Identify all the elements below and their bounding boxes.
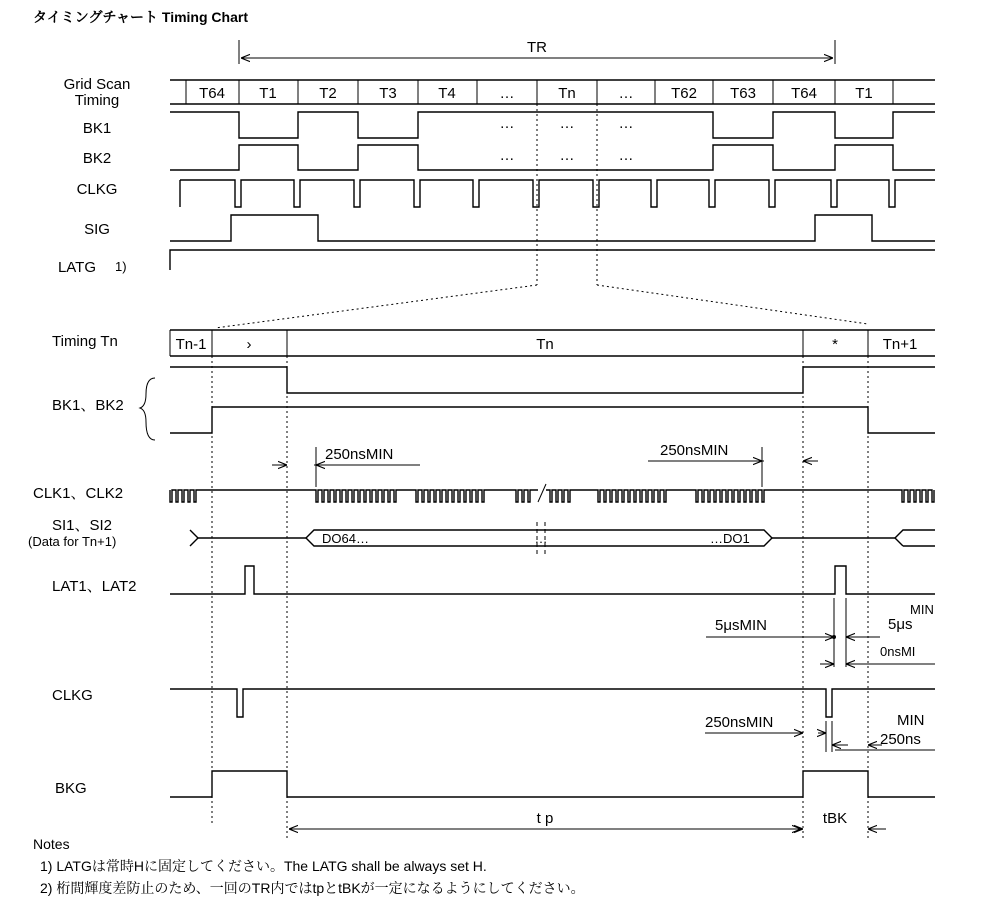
cell-t1-a: T1 [259, 85, 277, 102]
label-latg: LATG [57, 259, 97, 276]
ann-250ns-left: 250nsMIN [325, 446, 394, 463]
label-si1-si2: SI1、SI2 [52, 517, 113, 534]
note-2: 2) 桁間輝度差防止のため、一回のTR内ではtpとtBKが一定になるようにしてください。 [40, 880, 585, 896]
bk1-ellipsis-2: … [559, 115, 575, 132]
cell-tn: Tn [558, 85, 576, 102]
cell-tn-main: Tn [536, 336, 554, 353]
waveform-latg [170, 250, 935, 270]
grid-scan-cells [170, 80, 935, 104]
ann-min-2: MIN [897, 712, 925, 729]
zoom-line-left [215, 285, 537, 328]
ann-0ns: 0nsMI [880, 644, 916, 659]
cell-t62: T62 [671, 85, 697, 102]
waveform-sig [170, 215, 935, 241]
label-grid-scan: Grid Scan [63, 76, 131, 93]
ann-5us-right: 5μs [888, 616, 913, 633]
label-bk2: BK2 [82, 150, 112, 167]
waveform-bk2-detail [170, 407, 935, 433]
waveform-lat-detail [170, 566, 935, 594]
waveform-bk2 [170, 145, 935, 170]
label-lat1-lat2: LAT1、LAT2 [52, 578, 137, 595]
label-clkg-detail: CLKG [52, 687, 93, 704]
data-do64: DO64… [322, 531, 369, 546]
note-1: 1) LATGは常時Hに固定してください。The LATG shall be always set H. [40, 858, 487, 874]
label-timing-tn: Timing Tn [52, 333, 118, 350]
bk2-ellipsis-1: … [499, 147, 515, 164]
a5us-dot [832, 635, 836, 639]
notes-heading: Notes [33, 836, 70, 852]
cell-ellipsis-a: … [499, 85, 515, 102]
label-clk1-clk2: CLK1、CLK2 [33, 485, 124, 502]
bk2-ellipsis-3: … [618, 147, 634, 164]
ann-min-top: MIN [910, 602, 934, 617]
cell-t64-a: T64 [199, 85, 225, 102]
label-latg-note: 1) [115, 259, 127, 274]
label-grid-scan-timing: Timing [74, 92, 120, 109]
cell-t4: T4 [438, 85, 456, 102]
waveform-bk1-detail [170, 367, 935, 393]
cell-ellipsis-b: … [618, 85, 634, 102]
zoom-line-right [597, 285, 868, 324]
ann-250ns-right: 250nsMIN [660, 442, 729, 459]
cell-t2: T2 [319, 85, 337, 102]
detail-guides [212, 356, 868, 838]
ann-tbk: tBK [822, 810, 848, 827]
ann-250ns-clkg: 250nsMIN [705, 714, 774, 731]
cell-t63: T63 [730, 85, 756, 102]
label-bk1: BK1 [82, 120, 112, 137]
label-sig: SIG [84, 221, 110, 238]
data-do1: …DO1 [710, 531, 750, 546]
ann-250ns-right-2: 250ns [880, 731, 921, 748]
ann-5us-left: 5μsMIN [715, 617, 767, 634]
waveform-clkg-top [180, 180, 935, 207]
tr-label: TR [527, 39, 547, 56]
cell-tn-plus-1: Tn+1 [882, 336, 918, 353]
waveform-clk-detail [170, 484, 934, 502]
cell-t3: T3 [379, 85, 397, 102]
cell-pre: › [246, 336, 252, 353]
label-data-for-tn1: (Data for Tn+1) [28, 534, 117, 549]
label-bkg: BKG [55, 780, 87, 797]
bk1-ellipsis-3: … [618, 115, 634, 132]
chart-title: タイミングチャート Timing Chart [33, 9, 248, 25]
waveform-bk1 [170, 112, 935, 138]
label-bk1-bk2: BK1、BK2 [52, 397, 124, 414]
waveform-clkg-detail [170, 689, 935, 717]
cell-star: * [832, 336, 838, 353]
waveform-si-bus [190, 522, 935, 554]
label-clkg-top: CLKG [76, 181, 118, 198]
bk-brace [140, 378, 155, 440]
waveform-bkg [170, 771, 935, 797]
bk2-ellipsis-2: … [559, 147, 575, 164]
bk1-ellipsis-1: … [499, 115, 515, 132]
data-mid-ellipsis: … [534, 531, 548, 546]
cell-t64-b: T64 [791, 85, 817, 102]
cell-tn-minus-1: Tn-1 [175, 336, 207, 353]
ann-tp: t p [536, 810, 554, 827]
cell-t1-b: T1 [855, 85, 873, 102]
